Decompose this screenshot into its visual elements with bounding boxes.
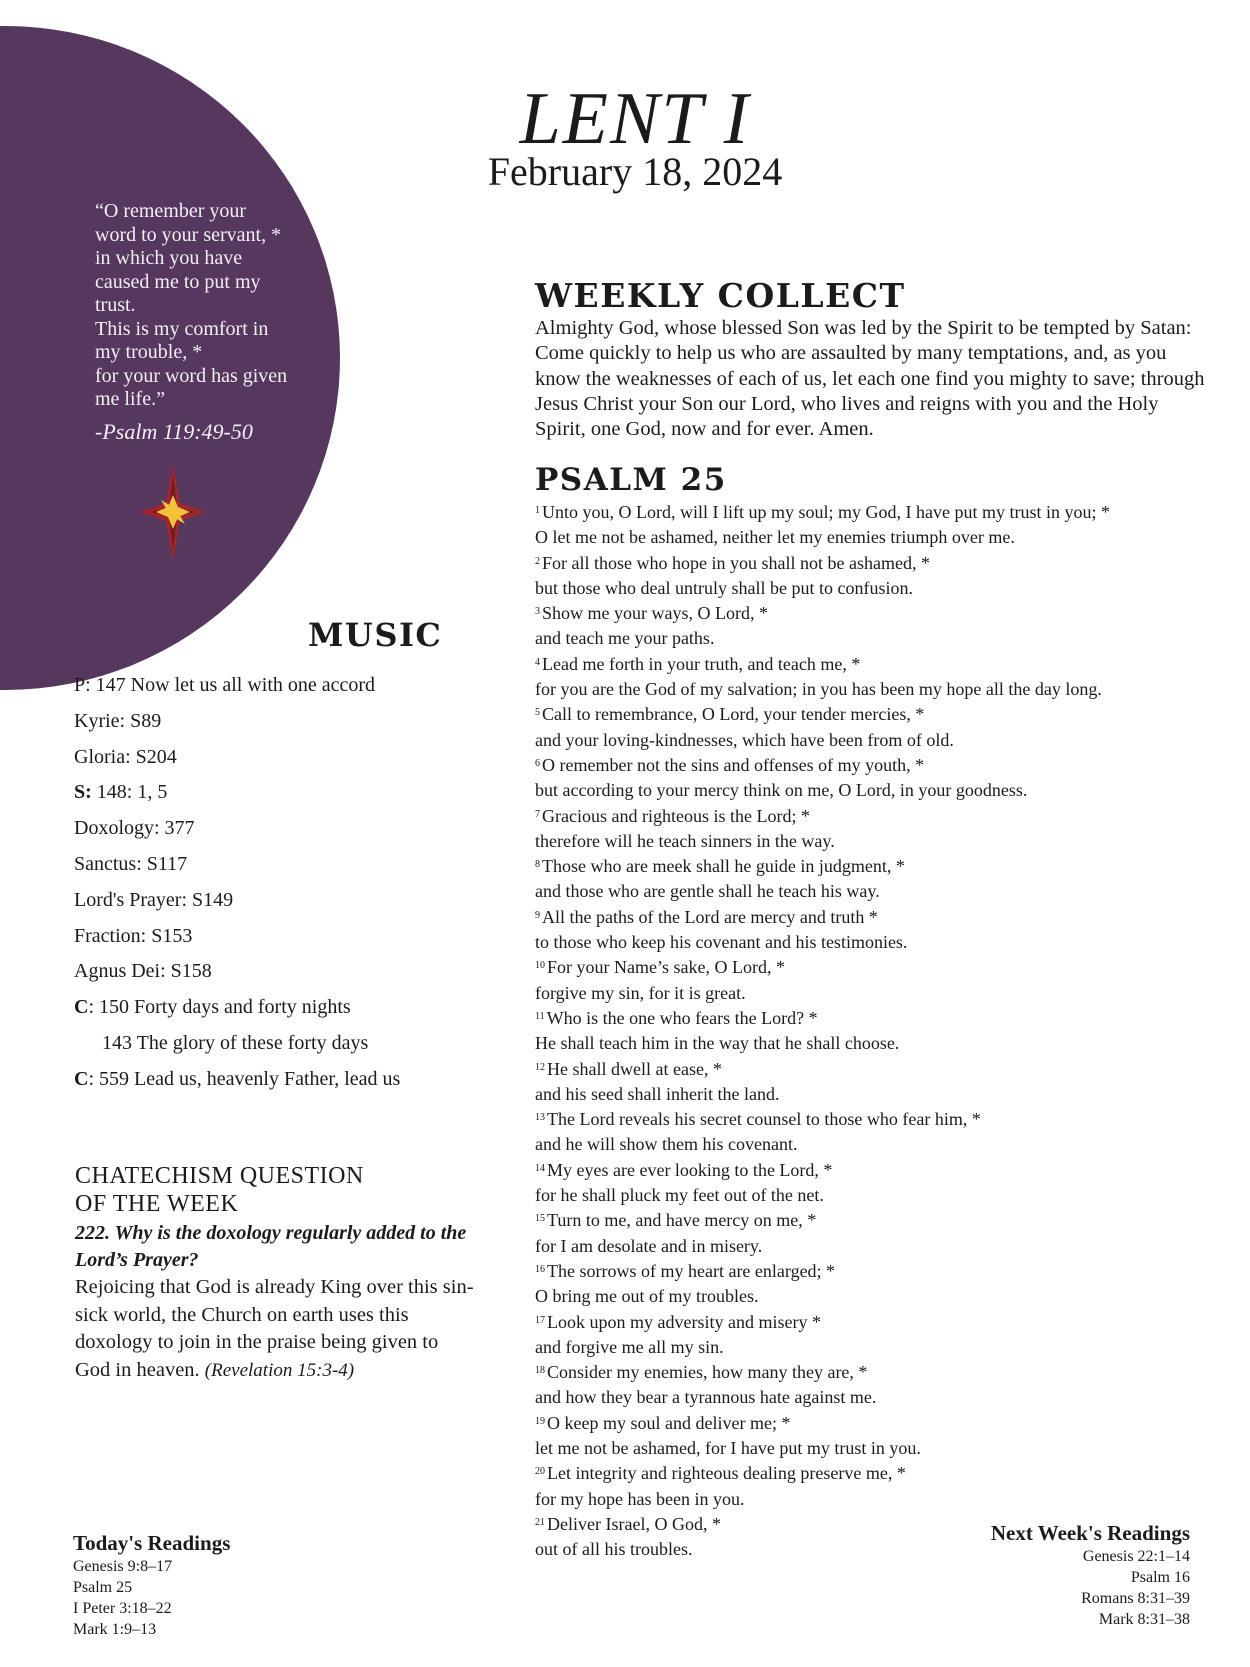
verse-response: but those who deal untruly shall be put to confusion. xyxy=(535,577,913,598)
collect-heading: WEEKLY COLLECT xyxy=(535,276,906,315)
next-readings-heading: Next Week's Readings xyxy=(990,1521,1190,1545)
quote-line: trust. xyxy=(95,294,136,316)
music-list xyxy=(74,668,474,1098)
music-prefix: S: xyxy=(74,781,92,804)
verse-text: Call to remembrance, O Lord, your tender mercies, * xyxy=(542,704,925,725)
music-item xyxy=(74,847,474,883)
verse-response: for he shall pluck my feet out of the net. xyxy=(535,1185,824,1206)
music-item xyxy=(74,883,474,919)
verse-number: 7 xyxy=(535,808,540,820)
quote-line: caused me to put my xyxy=(95,270,261,293)
verse-line xyxy=(535,551,1215,576)
verse-number: 20 xyxy=(535,1466,545,1478)
reading-item: Psalm 16 xyxy=(1130,1569,1190,1586)
music-text: : 559 Lead us, heavenly Father, lead us xyxy=(88,1067,401,1090)
verse-text: My eyes are ever looking to the Lord, * xyxy=(547,1159,833,1180)
reading-item: Genesis 22:1–14 xyxy=(1082,1548,1190,1565)
music-item xyxy=(74,990,474,1026)
music-item xyxy=(74,919,474,955)
verse-text: The sorrows of my heart are enlarged; * xyxy=(547,1260,836,1281)
verse-line xyxy=(535,804,1215,829)
catechism-answer xyxy=(75,1274,475,1384)
verse-response: and those who are gentle shall he teach his way. xyxy=(535,881,880,902)
music-item xyxy=(74,704,474,740)
verse-number: 19 xyxy=(535,1415,545,1427)
verse-line xyxy=(535,1158,1215,1183)
verse-number: 2 xyxy=(535,555,540,567)
verse-number: 9 xyxy=(535,909,540,921)
verse-number: 11 xyxy=(535,1010,545,1022)
music-item xyxy=(74,1026,474,1062)
reading-item: Mark 8:31–38 xyxy=(1098,1611,1190,1628)
verse-response: and he will show them his covenant. xyxy=(535,1134,798,1155)
music-heading: MUSIC xyxy=(308,616,443,654)
verse-text: He shall dwell at ease, * xyxy=(547,1058,722,1079)
verse-line xyxy=(535,1411,1215,1436)
verse-response: let me not be ashamed, for I have put my trust in you. xyxy=(535,1437,921,1458)
music-item xyxy=(74,954,474,990)
verse-response: and his seed shall inherit the land. xyxy=(535,1083,780,1104)
music-item xyxy=(74,775,474,811)
verse-response: and teach me your paths. xyxy=(535,628,715,649)
music-text: Kyrie: S89 xyxy=(74,709,162,732)
verse-line xyxy=(535,500,1215,525)
verse-response: O let me not be ashamed, neither let my enemies triumph over me. xyxy=(535,527,1015,548)
music-item xyxy=(74,740,474,776)
verse-text: Turn to me, and have mercy on me, * xyxy=(547,1210,817,1231)
verse-line xyxy=(535,1461,1215,1486)
todays-readings xyxy=(73,1530,373,1640)
verse-text: Those who are meek shall he guide in judgment, * xyxy=(542,856,905,877)
verse-number: 8 xyxy=(535,859,540,871)
reading-item: Mark 1:9–13 xyxy=(73,1621,157,1638)
quote-line: me life.” xyxy=(95,388,165,410)
next-readings-list xyxy=(880,1546,1190,1630)
verse-text: Deliver Israel, O God, * xyxy=(547,1513,721,1534)
verse-number: 6 xyxy=(535,757,540,769)
cross-star-icon xyxy=(140,465,206,560)
verse-number: 16 xyxy=(535,1263,545,1275)
verse-number: 10 xyxy=(535,960,545,972)
music-text: : 150 Forty days and forty nights xyxy=(88,996,351,1019)
verse-response: for I am desolate and in misery. xyxy=(535,1235,763,1256)
music-text: 148: 1, 5 xyxy=(91,781,168,804)
music-prefix: C xyxy=(74,996,89,1019)
quote-line: for your word has given xyxy=(95,364,288,387)
verse-response: out of all his troubles. xyxy=(535,1539,693,1560)
music-text: Lord's Prayer: S149 xyxy=(74,888,234,911)
catechism-reference: (Revelation 15:3-4) xyxy=(204,1359,355,1381)
verse-response: forgive my sin, for it is great. xyxy=(535,982,746,1003)
verse-text: For all those who hope in you shall not be ashamed, * xyxy=(542,552,930,573)
verse-response: for my hope has been in you. xyxy=(535,1488,745,1509)
music-text: Sanctus: S117 xyxy=(74,852,188,875)
verse-response: He shall teach him in the way that he shall choose. xyxy=(535,1033,900,1054)
reading-item: I Peter 3:18–22 xyxy=(73,1600,172,1617)
music-prefix: C xyxy=(74,1067,89,1090)
verse-number: 13 xyxy=(535,1112,545,1124)
verse-text: Lead me forth in your truth, and teach me, * xyxy=(542,653,861,674)
verse-line xyxy=(535,955,1215,980)
verse-response: and forgive me all my sin. xyxy=(535,1336,724,1357)
catechism-section xyxy=(75,1162,475,1384)
verse-text: Unto you, O Lord, will I lift up my soul; my God, I have put my trust in you; * xyxy=(542,502,1110,522)
verse-line xyxy=(535,702,1215,727)
page-title: LENT I xyxy=(519,78,751,160)
verse-line xyxy=(535,1259,1215,1284)
verse-text: Show me your ways, O Lord, * xyxy=(542,603,768,624)
music-item xyxy=(74,1062,474,1098)
verse-response: O bring me out of my troubles. xyxy=(535,1286,759,1307)
verse-text: O keep my soul and deliver me; * xyxy=(547,1412,791,1433)
verse-text: Look upon my adversity and misery * xyxy=(547,1311,821,1332)
verse-line xyxy=(535,1310,1215,1335)
quote-text xyxy=(95,200,305,412)
quote-line: my trouble, * xyxy=(95,341,203,363)
music-text: Fraction: S153 xyxy=(74,924,193,947)
collect-text: Almighty God, whose blessed Son was led by the Spirit to be tempted by Satan: Come quickly to help us who are assaulted by many temptations, and, as you know the weaknesses of each of us, let each one find you mighty to save; through Jesus Christ your Son our Lord, who lives and reigns with you and the Holy Spirit, one God, now and for ever. Amen. xyxy=(535,317,1205,441)
verse-line xyxy=(535,753,1215,778)
verse-line xyxy=(535,1107,1215,1132)
verse-text: Consider my enemies, how many they are, * xyxy=(547,1362,868,1383)
verse-text: The Lord reveals his secret counsel to those who fear him, * xyxy=(547,1109,981,1130)
music-text: Gloria: S204 xyxy=(74,745,177,768)
sidebar-quote xyxy=(95,200,305,443)
verse-number: 12 xyxy=(535,1061,545,1073)
verse-number: 15 xyxy=(535,1213,545,1225)
verse-line xyxy=(535,652,1215,677)
reading-item: Genesis 9:8–17 xyxy=(73,1558,173,1575)
verse-number: 14 xyxy=(535,1162,545,1174)
verse-response: and your loving-kindnesses, which have been from of old. xyxy=(535,729,954,750)
quote-line: This is my comfort in xyxy=(95,317,269,340)
verse-number: 18 xyxy=(535,1365,545,1377)
music-item xyxy=(74,811,474,847)
verse-text: Let integrity and righteous dealing preserve me, * xyxy=(547,1463,906,1484)
page-date: February 18, 2024 xyxy=(487,149,783,194)
reading-item: Romans 8:31–39 xyxy=(1081,1590,1190,1607)
catechism-heading-line: OF THE WEEK xyxy=(75,1191,239,1217)
quote-line: in which you have xyxy=(95,247,243,269)
verse-response: and how they bear a tyrannous hate against me. xyxy=(535,1387,877,1408)
music-text: 143 The glory of these forty days xyxy=(102,1031,369,1054)
verse-line xyxy=(535,1360,1215,1385)
catechism-heading xyxy=(75,1162,475,1218)
verse-number: 17 xyxy=(535,1314,545,1326)
verse-text: Who is the one who fears the Lord? * xyxy=(546,1007,818,1028)
quote-line: “O remember your xyxy=(95,200,247,222)
verse-text: For your Name’s sake, O Lord, * xyxy=(547,957,785,978)
verse-text: All the paths of the Lord are mercy and truth * xyxy=(542,906,878,927)
quote-citation: -Psalm 119:49-50 xyxy=(95,418,253,444)
quote-line: word to your servant, * xyxy=(95,223,282,246)
verse-number: 1 xyxy=(535,505,540,516)
verse-number: 3 xyxy=(535,606,540,618)
catechism-answer-text: Rejoicing that God is already King over this sin-sick world, the Church on earth uses this doxology to join in the praise being given to God in heaven. xyxy=(75,1276,474,1381)
verse-line xyxy=(535,601,1215,626)
music-text: P: 147 Now let us all with one accord xyxy=(74,674,376,696)
psalm-verses xyxy=(535,500,1215,1562)
music-text: Doxology: 377 xyxy=(74,817,195,840)
verse-response: therefore will he teach sinners in the way. xyxy=(535,830,835,851)
verse-response: but according to your mercy think on me, O Lord, in your goodness. xyxy=(535,780,1028,801)
catechism-heading-line: CHATECHISM QUESTION xyxy=(75,1163,364,1189)
verse-number: 5 xyxy=(535,707,540,719)
todays-readings-list xyxy=(73,1556,373,1640)
reading-item: Psalm 25 xyxy=(73,1579,133,1596)
music-item xyxy=(74,668,474,704)
catechism-question: 222. Why is the doxology regularly added to the Lord’s Prayer? xyxy=(75,1222,467,1271)
todays-readings-heading: Today's Readings xyxy=(73,1531,231,1555)
psalm-heading: PSALM 25 xyxy=(535,462,727,498)
next-weeks-readings xyxy=(880,1520,1190,1630)
music-text: Agnus Dei: S158 xyxy=(74,960,212,983)
verse-text: O remember not the sins and offenses of my youth, * xyxy=(542,754,925,775)
verse-number: 21 xyxy=(535,1516,545,1528)
verse-text: Gracious and righteous is the Lord; * xyxy=(542,805,810,826)
verse-line xyxy=(535,854,1215,879)
verse-number: 4 xyxy=(535,656,540,668)
verse-response: for you are the God of my salvation; in you has been my hope all the day long. xyxy=(535,679,1102,700)
verse-line xyxy=(535,1208,1215,1233)
verse-response: to those who keep his covenant and his testimonies. xyxy=(535,932,908,953)
verse-line xyxy=(535,1057,1215,1082)
verse-line xyxy=(535,1006,1215,1031)
verse-line xyxy=(535,905,1215,930)
